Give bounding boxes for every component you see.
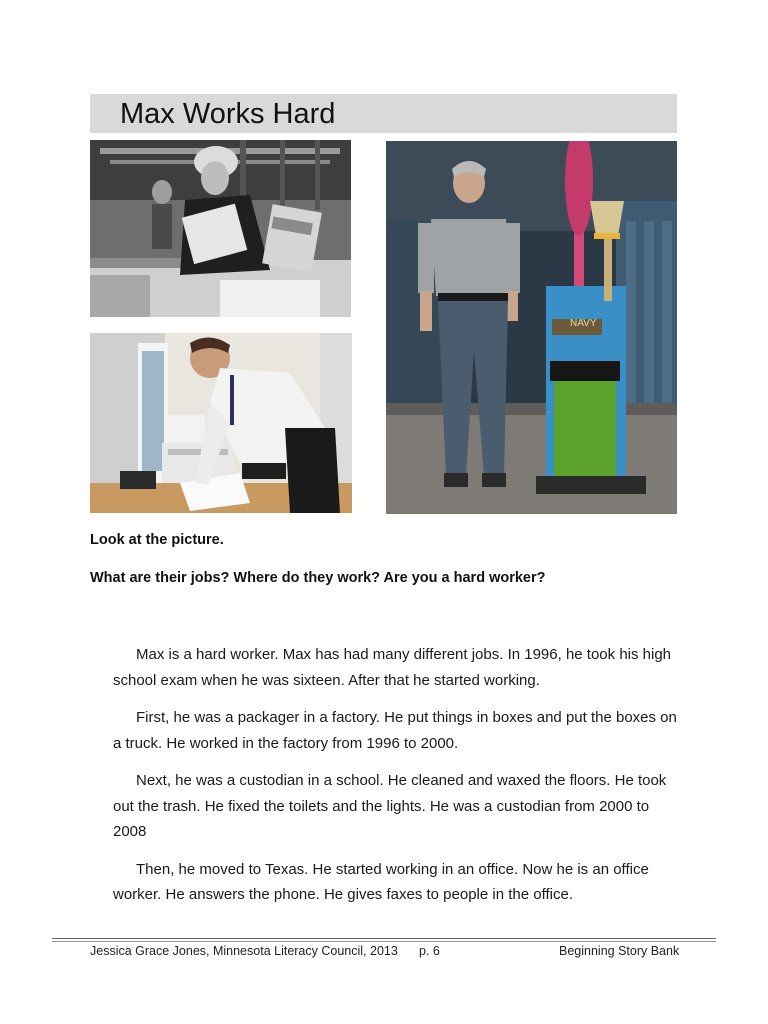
questions-prompt: What are their jobs? Where do they work? Are you a hard worker? (90, 570, 546, 586)
page-number: p. 6 (419, 944, 440, 958)
story-paragraph: Then, he moved to Texas. He started working in an office. Now he is an office worker. He answers the phone. He gives faxes to people in the office. (113, 860, 649, 903)
story-paragraph: Next, he was a custodian in a school. He cleaned and waxed the floors. He took out the trash. He fixed the toilets and the lights. He was a custodian from 2000 to 2008 (113, 772, 667, 840)
look-prompt: Look at the picture. (90, 532, 224, 548)
footer-series: Beginning Story Bank (559, 944, 680, 958)
office-worker-photo (90, 333, 352, 513)
story-paragraph: Max is a hard worker. Max has had many different jobs. In 1996, he took his high school exam when he was sixteen. After that he started working. (113, 646, 672, 689)
custodian-photo (386, 141, 677, 514)
story-body (113, 642, 679, 920)
title-band (90, 94, 677, 133)
footer-credit: Jessica Grace Jones, Minnesota Literacy Council, 2013 (90, 944, 398, 958)
footer-divider-secondary (52, 941, 716, 942)
footer-divider (52, 938, 716, 939)
cart-label: NAVY (570, 318, 597, 329)
factory-packager-photo (90, 140, 351, 317)
story-paragraph: First, he was a packager in a factory. He put things in boxes and put the boxes on a truck. He worked in the factory from 1996 to 2000. (113, 709, 677, 752)
page-title: Max Works Hard (120, 98, 336, 130)
